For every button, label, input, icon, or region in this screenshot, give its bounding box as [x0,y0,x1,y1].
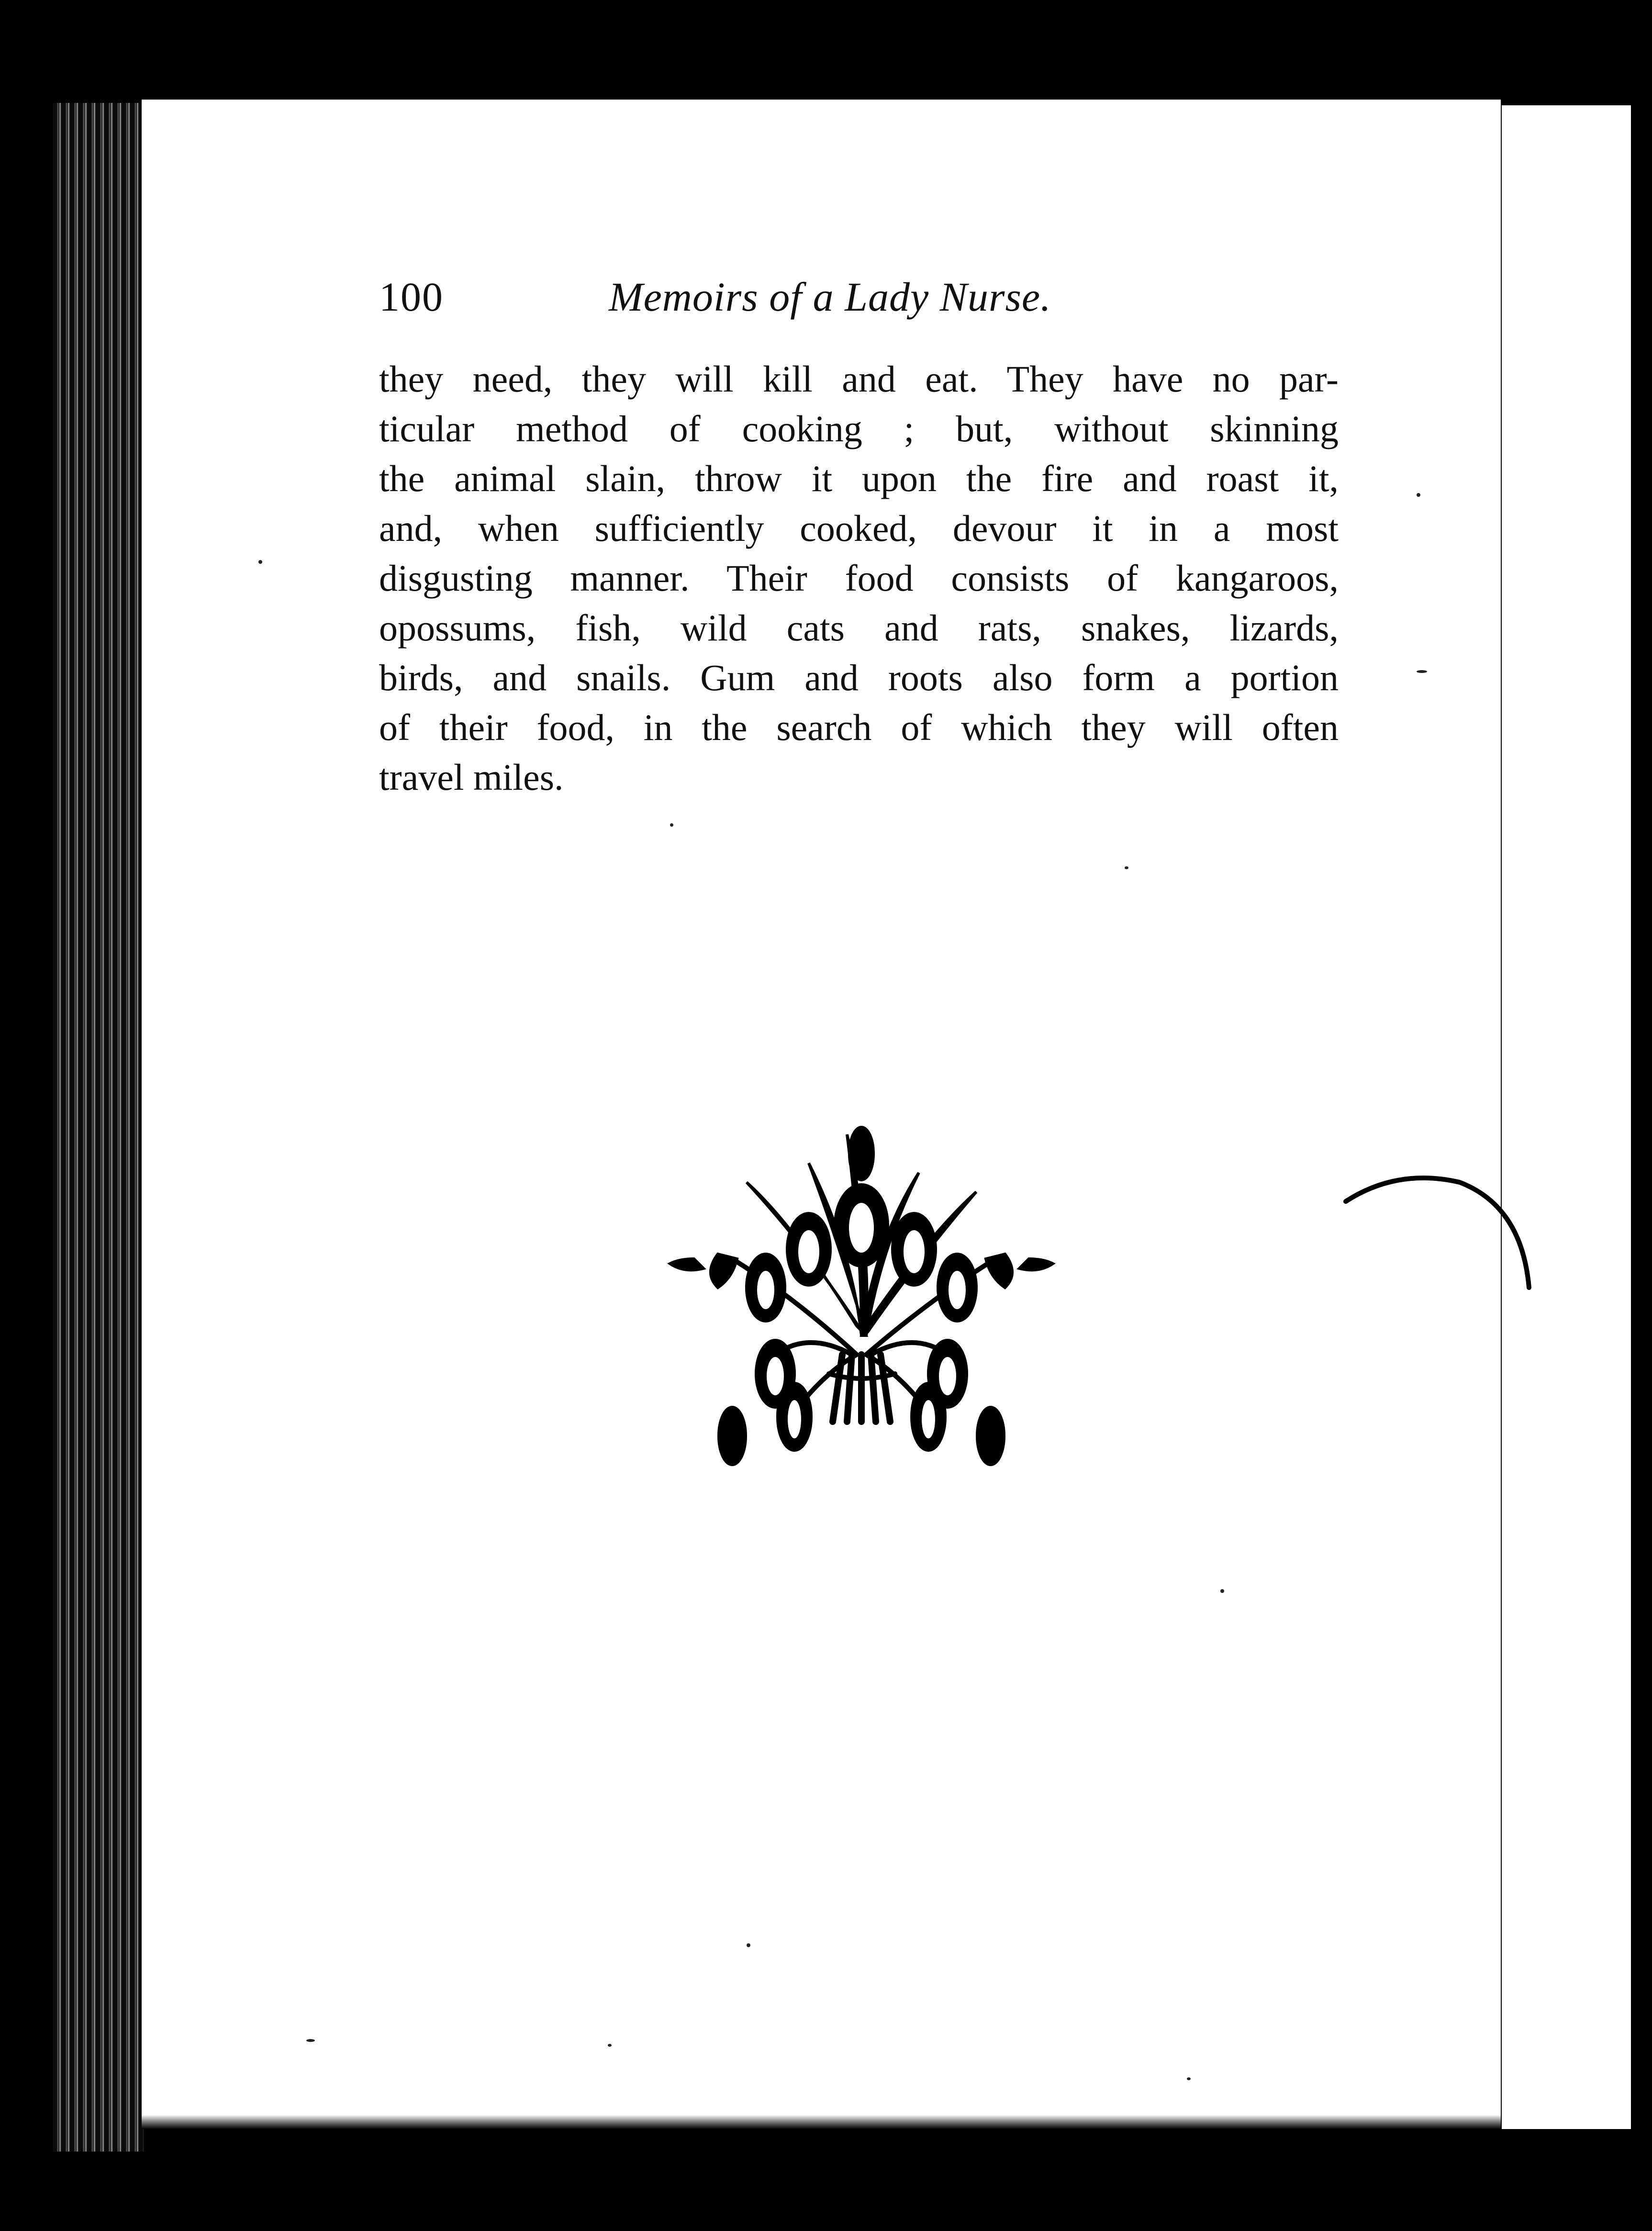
text-line: travel miles. [379,756,564,798]
facing-page-strip [1502,105,1631,2129]
scan-speck [1417,493,1420,497]
text-line: birds, and snails. Gum and roots also form a portion [379,657,1339,698]
text-line: they need, they will kill and eat. They have no par- [379,358,1339,400]
book-binding-edge [53,103,144,2152]
running-title: Memoirs of a Lady Nurse. [609,274,1051,320]
page-number: 100 [379,274,444,320]
text-line: opossums, fish, wild cats and rats, snakes, lizards, [379,607,1339,649]
scan-speck [1220,1589,1224,1593]
body-text [379,354,1339,802]
text-line: of their food, in the search of which they will often [379,706,1339,748]
scan-speck [306,2039,315,2042]
scan-speck [1417,670,1427,673]
scan-speck [670,823,673,827]
page-bottom-edge [142,2115,1501,2129]
text-line: and, when sufficiently cooked, devour it in a most [379,507,1339,549]
scan-speck [747,1943,750,1947]
text-line: ticular method of cooking ; but, without skinning [379,408,1339,449]
scan-speck [608,2044,612,2047]
running-head [379,270,1130,323]
scan-speck [258,560,262,564]
flower-bouquet-icon [651,1106,1072,1469]
margin-ink-curve [1340,1168,1541,1292]
scan-speck [1125,866,1128,869]
scan-speck [1187,2077,1191,2080]
text-line: disgusting manner. Their food consists of kangaroos, [379,557,1339,599]
text-line: the animal slain, throw it upon the fire and roast it, [379,458,1339,499]
